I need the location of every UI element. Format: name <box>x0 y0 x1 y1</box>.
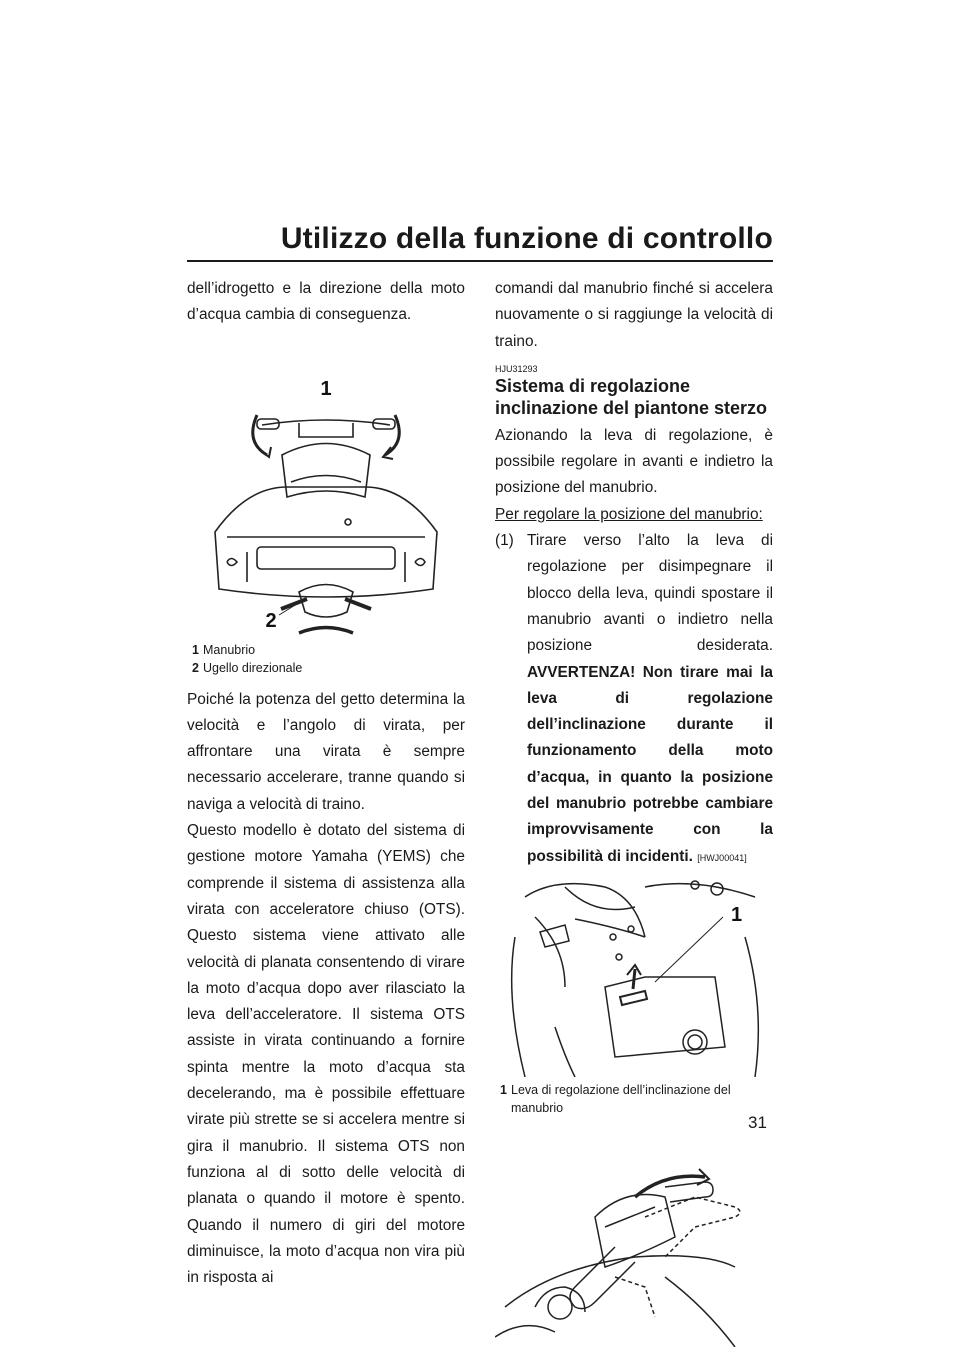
figure-handlebar-tilt <box>495 1157 773 1347</box>
figure-legend <box>187 641 465 677</box>
figure-tilt-lever <box>495 877 773 1077</box>
right-column <box>495 276 773 1347</box>
section-title: Sistema di regolazione inclinazione del piantone sterzo <box>495 375 768 418</box>
paragraph-turning: Poiché la potenza del getto determina la velocità e l’angolo di virata, per affrontare una virata è sempre necessario accelerare, tranne quando si naviga a velocità di traino. <box>187 690 465 813</box>
figure-legend <box>495 1081 773 1117</box>
paragraph-continuation: comandi dal manubrio finché si accelera nuovamente o si raggiunge la velocità di traino. <box>495 280 773 350</box>
section-code: HJU31293 <box>495 363 538 374</box>
paragraph-ots: Questo modello è dotato del sistema di gestione motore Yamaha (YEMS) che comprende il sistema di assistenza alla virata con acceleratore chiuso (OTS). Questo sistema viene attivato alle velocità di planata consentendo di virare la moto d’acqua dopo aver rilasciato la leva dell’acceleratore. Il sistema OTS assiste in virata continuando a fornire spinta mentre la moto d’acqua sta decelerando, ma è possibile effettuare virate più strette se si accelera mentre si gira il manubrio. Il sistema OTS non funziona al di sotto delle velocità di planata o quando il motore è spento. Quando il numero di giri del motore diminuisce, la moto d’acqua non vira più in risposta ai <box>187 822 465 1287</box>
header-rule <box>187 260 773 262</box>
procedure-step: (1) Tirare verso l’alto la leva di regolazione per disimpegnare il blocco della leva, quindi spostare il manubrio avanti o indietro nella posizione desiderata. AVVERTENZA! Non tirare mai la leva di regolazione dell’inclinazione durante il funzionamento della moto d’acqua, in quanto la posizione del manubrio potrebbe cambiare improvvisamente con la possibilità di incidenti. [HWJ00041] <box>495 532 773 865</box>
step-text: Tirare verso l’alto la leva di regolazione per disimpegnare il blocco della leva, quindi spostare il manubrio avanti o indietro nella posizione desiderata. <box>527 532 773 655</box>
watercraft-rear-illustration <box>187 337 465 637</box>
procedure-label: Per regolare la posizione del manubrio: <box>495 505 763 523</box>
warning-text: AVVERTENZA! Non tirare mai la leva di regolazione dell’inclinazione durante il funzionamento della moto d’acqua, in quanto la posizione del manubrio potrebbe cambiare improvvisamente con la possibilità di incidenti. <box>527 663 773 865</box>
left-column <box>187 276 465 1291</box>
tilt-lever-illustration <box>495 877 773 1077</box>
legend-item: 1 Leva di regolazione dell’inclinazione del manubrio <box>500 1082 731 1115</box>
figure-callout-2: 2 <box>265 609 277 632</box>
paragraph-intro: dell’idrogetto e la direzione della moto d’acqua cambia di conseguenza. <box>187 280 465 324</box>
legend-item: 1 Manubrio <box>192 642 256 657</box>
page-number: 31 <box>748 1113 767 1132</box>
page-title: Utilizzo della funzione di controllo <box>280 222 773 255</box>
figure-callout-1: 1 <box>731 903 743 926</box>
legend-item: 2 Ugello direzionale <box>192 660 303 675</box>
paragraph-adjustment: Azionando la leva di regolazione, è possibile regolare in avanti e indietro la posizione del manubrio. <box>495 426 773 497</box>
figure-steering <box>187 337 465 637</box>
figure-callout-1: 1 <box>320 377 332 400</box>
handlebar-tilt-illustration <box>495 1157 773 1347</box>
warning-code: [HWJ00041] <box>697 852 747 863</box>
